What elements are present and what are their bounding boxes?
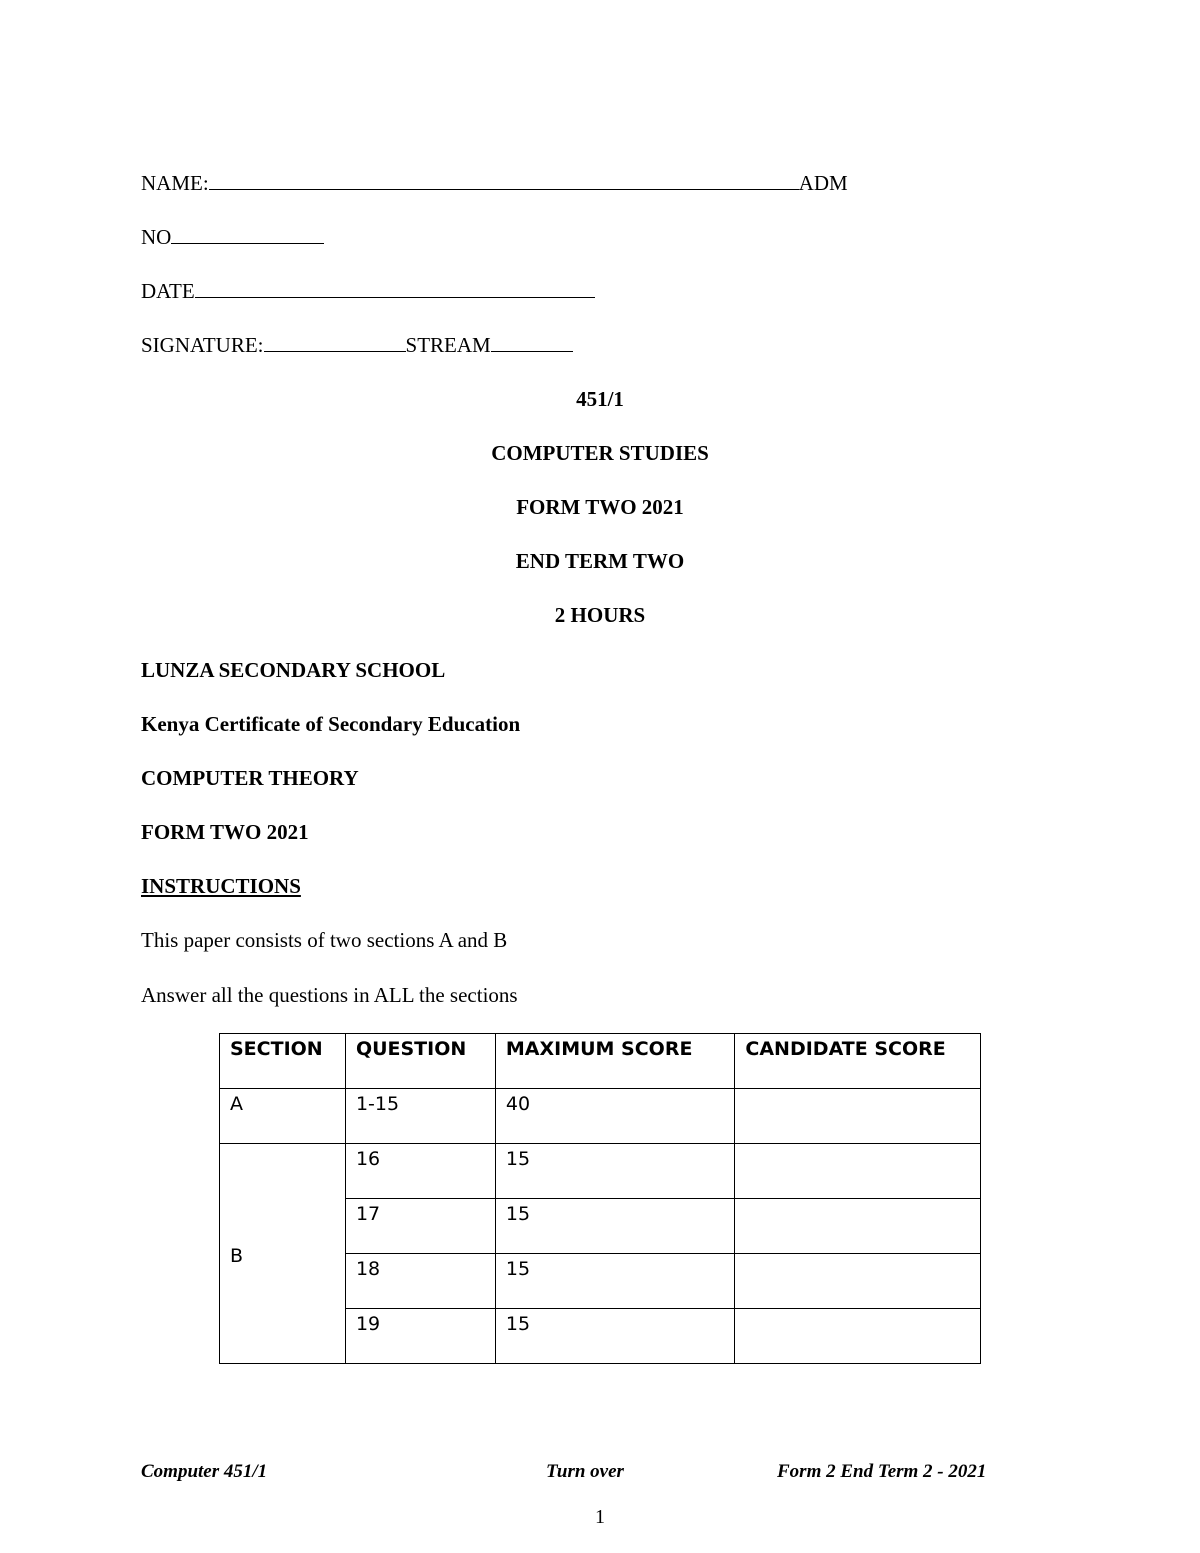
instruction-line-1: This paper consists of two sections A and B xyxy=(141,928,508,952)
no-label: NO xyxy=(141,225,172,249)
question-cell: 16 xyxy=(345,1144,495,1199)
adm-no-line xyxy=(141,224,324,250)
header-candidate-score: CANDIDATE SCORE xyxy=(735,1034,981,1089)
school-form: FORM TWO 2021 xyxy=(141,820,309,844)
form-title: FORM TWO 2021 xyxy=(516,495,684,519)
max-score-cell: 15 xyxy=(495,1199,735,1254)
max-score-cell: 40 xyxy=(495,1089,735,1144)
stream-label: STREAM xyxy=(405,333,491,357)
section-cell: A xyxy=(220,1089,346,1144)
table-row xyxy=(220,1144,981,1199)
header-question: QUESTION xyxy=(345,1034,495,1089)
paper-code: 451/1 xyxy=(576,387,624,411)
date-line xyxy=(141,278,595,304)
date-blank[interactable] xyxy=(195,279,595,298)
page-number: 1 xyxy=(595,1506,605,1528)
score-table xyxy=(219,1033,981,1364)
candidate-score-cell[interactable] xyxy=(735,1144,981,1199)
term-title: END TERM TWO xyxy=(515,549,685,573)
paper-name: COMPUTER THEORY xyxy=(141,766,359,790)
adm-no-blank[interactable] xyxy=(171,225,324,244)
table-row xyxy=(220,1089,981,1144)
table-header-row xyxy=(220,1034,981,1089)
school-name: LUNZA SECONDARY SCHOOL xyxy=(141,658,446,682)
name-blank[interactable] xyxy=(209,171,799,190)
instruction-line-2: Answer all the questions in ALL the sections xyxy=(141,983,518,1007)
name-adm-line xyxy=(141,170,848,196)
header-maximum-score: MAXIMUM SCORE xyxy=(495,1034,735,1089)
signature-stream-line xyxy=(141,332,573,358)
question-cell: 19 xyxy=(345,1309,495,1364)
candidate-score-cell[interactable] xyxy=(735,1089,981,1144)
subject-title: COMPUTER STUDIES xyxy=(491,441,709,465)
date-label: DATE xyxy=(141,279,195,303)
max-score-cell: 15 xyxy=(495,1254,735,1309)
question-cell: 18 xyxy=(345,1254,495,1309)
header-section: SECTION xyxy=(220,1034,346,1089)
question-cell: 17 xyxy=(345,1199,495,1254)
signature-blank[interactable] xyxy=(264,333,406,352)
footer-left: Computer 451/1 xyxy=(141,1461,268,1482)
question-cell: 1-15 xyxy=(345,1089,495,1144)
signature-label: SIGNATURE: xyxy=(141,333,264,357)
candidate-score-cell[interactable] xyxy=(735,1254,981,1309)
section-cell: B xyxy=(220,1144,346,1364)
footer-right: Form 2 End Term 2 - 2021 xyxy=(777,1461,987,1482)
adm-label: ADM xyxy=(798,171,848,195)
instructions-heading: INSTRUCTIONS xyxy=(141,874,301,898)
candidate-score-cell[interactable] xyxy=(735,1199,981,1254)
footer-center: Turn over xyxy=(546,1461,624,1482)
certificate-name: Kenya Certificate of Secondary Education xyxy=(141,712,521,736)
stream-blank[interactable] xyxy=(491,333,573,352)
candidate-score-cell[interactable] xyxy=(735,1309,981,1364)
max-score-cell: 15 xyxy=(495,1309,735,1364)
duration: 2 HOURS xyxy=(554,603,646,627)
max-score-cell: 15 xyxy=(495,1144,735,1199)
name-label: NAME: xyxy=(141,171,209,195)
